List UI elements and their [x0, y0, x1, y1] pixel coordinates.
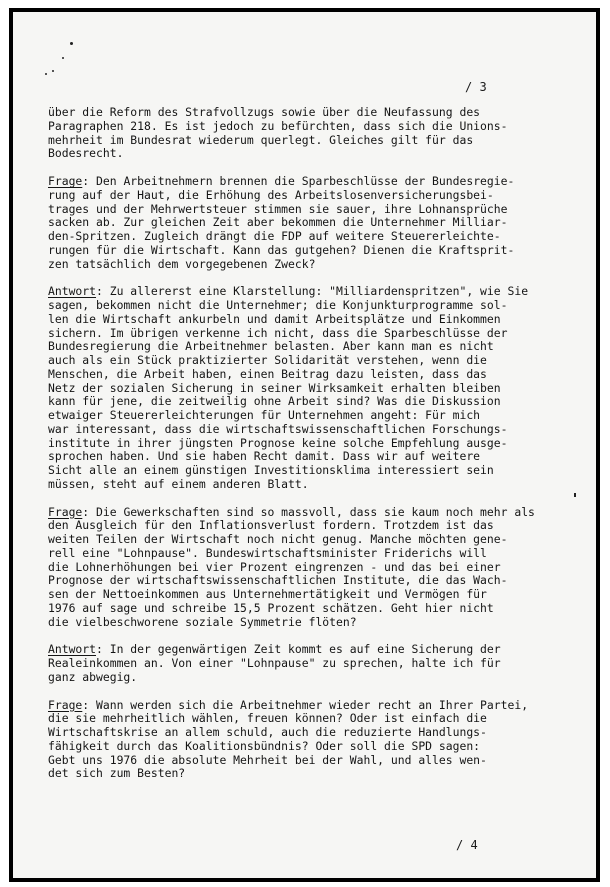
text-line: mehrheit im Bundesrat wiederum querlegt. Gleiches gilt für das: [48, 132, 474, 147]
text-line: fähigkeit durch das Koalitionsbündnis? Oder soll die SPD sagen:: [48, 738, 481, 753]
text-line: die sie mehrheitlich wählen, freuen können? Oder ist einfach die: [48, 711, 487, 726]
text-line: Paragraphen 218. Es ist jedoch zu befürchten, dass sich die Unions-: [48, 118, 508, 133]
text-line: war interessant, dass die wirtschaftswissenschaftlichen Forschungs-: [48, 421, 508, 436]
text-line: trages und der Mehrwertsteuer stimmen sie sauer, ihre Lohnansprüche: [48, 201, 508, 216]
text-line: sprochen haben. Und sie haben Recht damit. Dass wir auf weitere: [48, 449, 481, 464]
text-line: det sich zum Besten?: [48, 766, 186, 781]
text-block: [48, 106, 593, 161]
text-line-content: : In der gegenwärtigen Zeit kommt es auf eine Sicherung der: [96, 642, 501, 657]
scan-speck: [45, 73, 47, 75]
text-line: kann für jene, die zeitweilig ohne Arbeit sind? Was die Diskussion: [48, 394, 501, 409]
page-reference-top: / 3: [465, 80, 487, 94]
document-body: [48, 106, 593, 795]
answer-block: [48, 643, 593, 684]
text-line: die Lohnerhöhungen bei vier Prozent eingrenzen - und das bei einer: [48, 559, 501, 574]
text-line: [48, 285, 593, 299]
text-line: Bundesregierung die Arbeitnehmer belasten. Aber kann man es nicht: [48, 339, 494, 354]
text-line: sen der Nettoeinkommen aus Unternehmertätigkeit und Vermögen für: [48, 587, 487, 601]
text-line: über die Reform des Strafvollzugs sowie über die Neufassung des: [48, 105, 481, 119]
text-line: Wirtschaftskrise an allem schuld, auch die reduzierte Handlungs-: [48, 725, 487, 739]
text-line: rungen für die Wirtschaft. Kann das gutgehen? Dienen die Kraftsprit-: [48, 242, 515, 257]
text-line: Gebt uns 1976 die absolute Mehrheit bei der Wahl, und alles wen-: [48, 752, 487, 767]
question-block: [48, 699, 593, 782]
text-line: weiten Teilen der Wirtschaft noch nicht genug. Manche möchten gene-: [48, 532, 508, 546]
text-line: sichern. Im übrigen verkenne ich nicht, dass die Sparbeschlüsse der: [48, 325, 508, 340]
text-line: Realeinkommen an. Von einer "Lohnpause" zu sprechen, halte ich für: [48, 656, 501, 670]
answer-label: Antwort: [48, 284, 97, 299]
scan-speck: [52, 70, 54, 72]
text-line-content: : Wann werden sich die Arbeitnehmer wieder recht an Ihrer Partei,: [82, 697, 529, 712]
text-line: Prognose der wirtschaftswissenschaftlichen Institute, die das Wach-: [48, 573, 508, 588]
text-line: Netz der sozialen Sicherung in seiner Wirksamkeit erhalten bleiben: [48, 380, 501, 395]
question-label: Frage: [48, 504, 83, 519]
text-line: [48, 506, 593, 520]
text-line: müssen, steht auf einem anderen Blatt.: [48, 476, 309, 491]
text-line-content: : Die Gewerkschaften sind so massvoll, dass sie kaum noch mehr als: [82, 504, 535, 519]
text-line: len die Wirtschaft ankurbeln und damit Arbeitsplätze und Einkommen: [48, 311, 501, 326]
text-line: [48, 175, 593, 189]
text-line: [48, 643, 593, 657]
scan-speck: [70, 42, 73, 45]
text-line: auch als ein Stück praktizierter Solidarität verstehen, wenn die: [48, 353, 487, 367]
text-line: ganz abwegig.: [48, 669, 138, 684]
text-line: Sicht alle an einem günstigen Investitionsklima interessiert sein: [48, 463, 494, 477]
text-line: sagen, bekommen nicht die Unternehmer; die Konjunkturprogramme sol-: [48, 298, 508, 312]
text-line-content: : Zu allererst eine Klarstellung: "Milliardenspritzen", wie Sie: [96, 284, 529, 299]
text-line: den-Spritzen. Zugleich drängt die FDP auf weitere Steuererleichte-: [48, 229, 501, 243]
scan-speck: [62, 57, 64, 59]
text-line-content: : Den Arbeitnehmern brennen die Sparbeschlüsse der Bundesregie-: [82, 174, 515, 188]
text-line: etwaiger Steuererleichterungen für Unternehmen angeht: Für mich: [48, 408, 481, 422]
text-line: den Ausgleich für den Inflationsverlust fordern. Trotzdem ist das: [48, 518, 494, 533]
text-line: Bodesrecht.: [48, 146, 124, 161]
text-line: zen tatsächlich dem vorgegebenen Zweck?: [48, 256, 316, 271]
text-line: sacken ab. Zur gleichen Zeit aber bekommen die Unternehmer Milliar-: [48, 215, 508, 230]
question-label: Frage: [48, 697, 83, 712]
answer-label: Antwort: [48, 642, 97, 657]
text-line: [48, 699, 593, 713]
question-label: Frage: [48, 174, 83, 188]
text-line: rung auf der Haut, die Erhöhung des Arbeitslosenversicherungsbei-: [48, 187, 494, 202]
text-line: institute in ihrer jüngsten Prognose keine solche Empfehlung ausge-: [48, 435, 508, 450]
text-line: 1976 auf sage und schreibe 15,5 Prozent schätzen. Geht hier nicht: [48, 600, 494, 615]
question-block: [48, 175, 593, 271]
page-reference-bottom: / 4: [456, 838, 478, 852]
text-line: die vielbeschworene soziale Symmetrie flöten?: [48, 614, 357, 629]
question-block: [48, 506, 593, 630]
text-line: Menschen, die Arbeit haben, einen Beitrag dazu leisten, dass das: [48, 366, 487, 381]
text-line: rell eine "Lohnpause". Bundeswirtschaftsminister Friderichs will: [48, 545, 487, 560]
answer-block: [48, 285, 593, 491]
